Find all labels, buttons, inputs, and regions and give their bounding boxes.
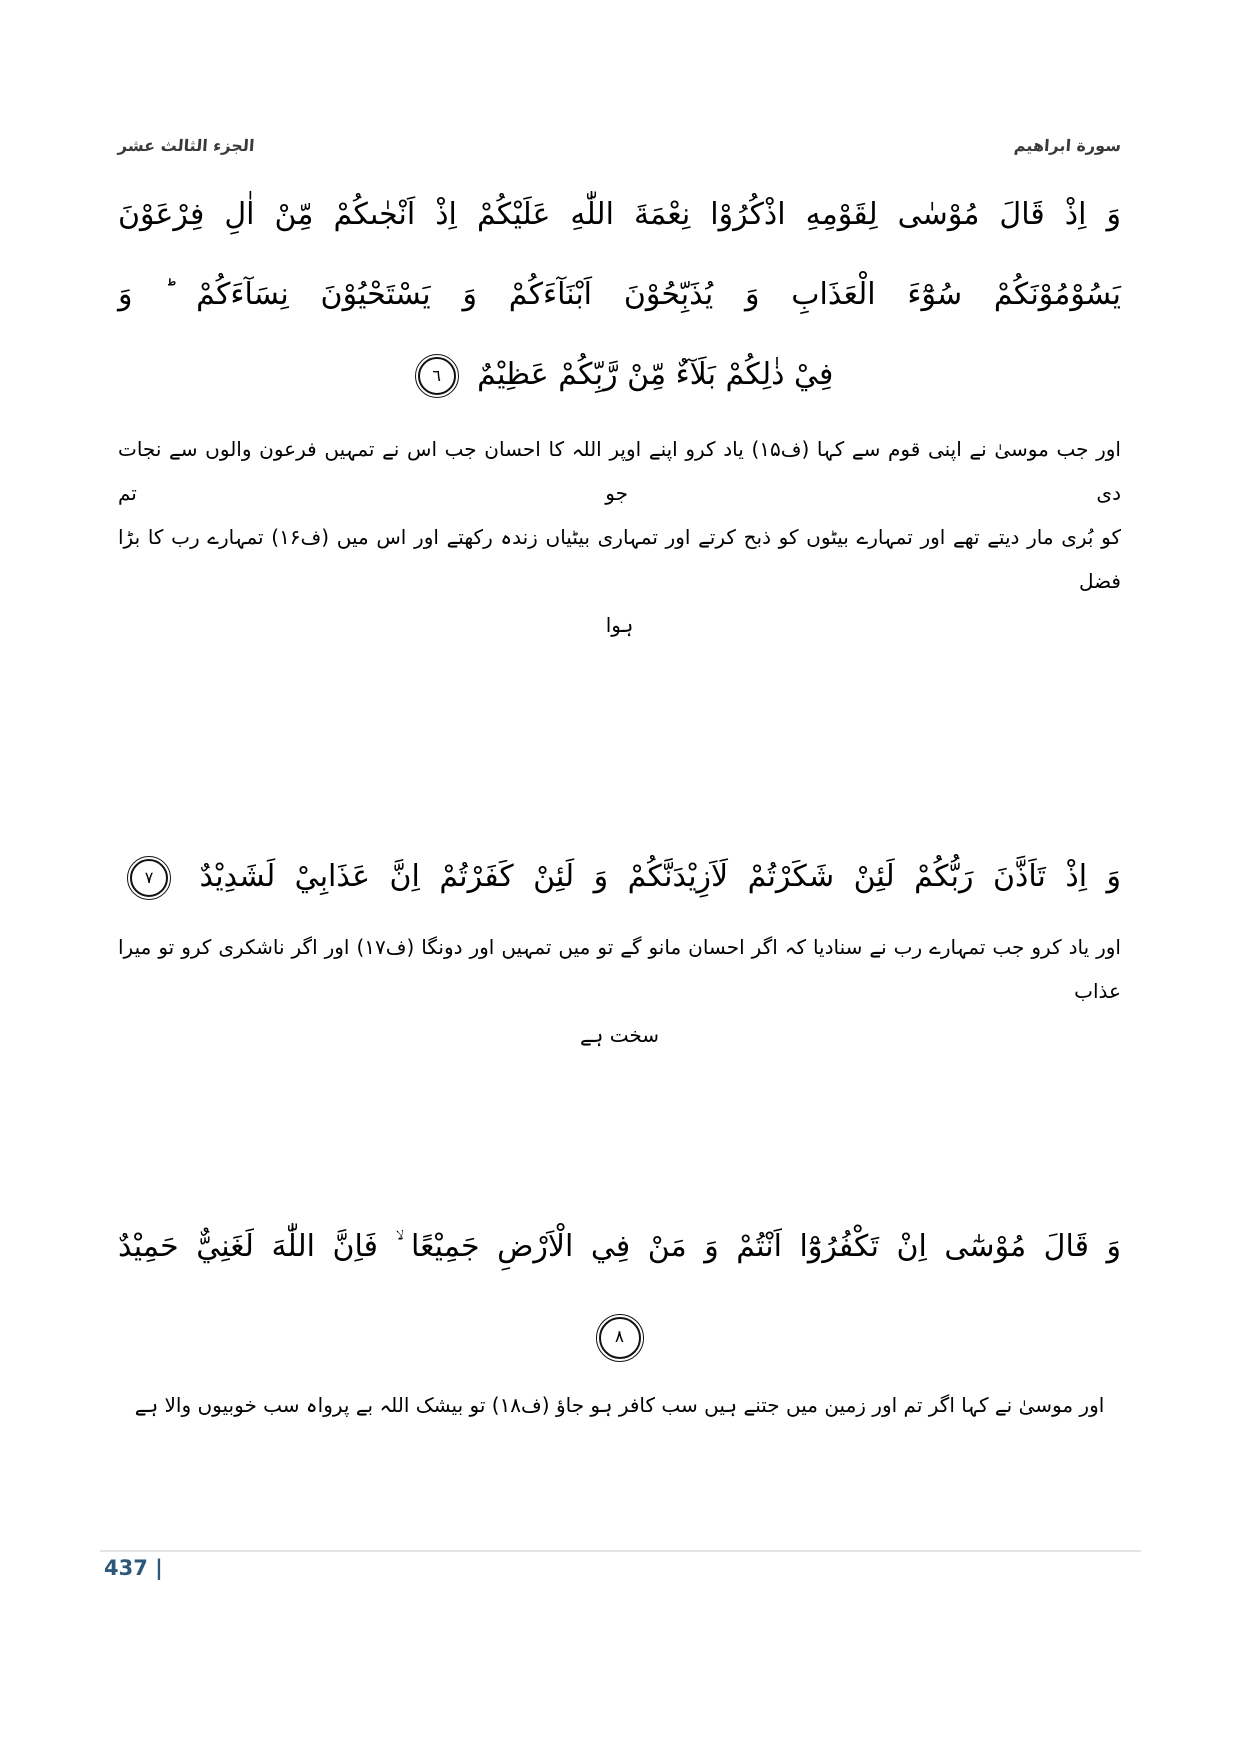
ayah-7-section [118, 837, 1121, 1057]
ayah-7-translation [118, 925, 1121, 1057]
ayah-6-urdu-line-2: کو بُری مار دیتے تھے اور تمہارے بیٹوں کو ذبح کرتے اور تمہاری بیٹیاں زندہ رکھتے اور اس میں (ف۱۶) تمہارے رب کا بڑا فضل [118, 525, 1122, 593]
juz-title: الجزء الثالث عشر [117, 136, 256, 155]
ayah-7-arabic-line-1 [118, 837, 1121, 917]
ayah-8-marker-row [118, 1313, 1121, 1361]
ayah-6-section [118, 175, 1121, 647]
ayah-6-arabic [118, 175, 1121, 415]
ayah-8-translation [118, 1383, 1121, 1427]
ayah-6-end-marker: ٦ [418, 357, 456, 395]
ayah-6-arabic-line-2: يَسُوْمُوْنَكُمْ سُوْٓءَ الْعَذَابِ وَ يُذَبِّحُوْنَ اَبْنَآءَكُمْ وَ يَسْتَحْيُوْنَ نِسَآءَكُمْ ؕ وَ [118, 277, 1121, 312]
ayah-8-arabic [118, 1207, 1121, 1287]
ayah-7-urdu-line-2: سخت ہے [579, 1023, 660, 1047]
ayah-8-section [118, 1207, 1121, 1427]
ayah-7-urdu-line-1: اور یاد کرو جب تمہارے رب نے سنادیا کہ اگر احسان مانو گے تو میں تمہیں اور دونگا (ف۱۷) اور اگر ناشکری کرو تو میرا عذاب [118, 935, 1121, 1003]
ayah-6-arabic-line-1: وَ اِذْ قَالَ مُوْسٰى لِقَوْمِهِ اذْكُرُوْا نِعْمَةَ اللّٰهِ عَلَيْكُمْ اِذْ اَنْجٰىكُمْ مِّنْ اٰلِ فِرْعَوْنَ [118, 197, 1121, 232]
page-header [118, 0, 1121, 155]
ayah-6-translation [118, 427, 1121, 647]
footer-divider [100, 1550, 1141, 1552]
page-number: 437 | [104, 1556, 163, 1580]
ayah-6-arabic-line-3 [118, 335, 1121, 415]
ayah-6-urdu-line-1: اور جب موسیٰ نے اپنی قوم سے کہا (ف۱۵) یاد کرو اپنے اوپر اللہ کا احسان جب اس نے تمہیں فرعون والوں سے نجات دی جو تم [118, 437, 1121, 505]
ayah-8-urdu-line-1: اور موسیٰ نے کہا اگر تم اور زمین میں جتنے ہیں سب کافر ہو جاؤ (ف۱۸) تو بیشک اللہ بے پرواہ سب خوبیوں والا ہے [134, 1393, 1105, 1417]
ayah-6-urdu-line-3: ہوا [605, 613, 634, 637]
ayah-8-end-marker: ٨ [599, 1317, 641, 1359]
page-content [118, 0, 1121, 1427]
ayah-7-end-marker: ٧ [130, 859, 168, 897]
ayah-7-arabic-text: وَ اِذْ تَاَذَّنَ رَبُّكُمْ لَئِنْ شَكَرْتُمْ لَاَزِيْدَنَّكُمْ وَ لَئِنْ كَفَرْتُمْ اِنَّ عَذَابِيْ لَشَدِيْدٌ [199, 859, 1121, 894]
ayah-8-arabic-line-1: وَ قَالَ مُوْسٰٓى اِنْ تَكْفُرُوْٓا اَنْتُمْ وَ مَنْ فِي الْاَرْضِ جَمِيْعًا ۙ فَاِنَّ اللّٰهَ لَغَنِيٌّ حَمِيْدٌ [118, 1229, 1121, 1264]
ayah-7-arabic [118, 837, 1121, 917]
surah-title: سورة ابراهيم [1013, 136, 1122, 155]
ayah-6-arabic-line-3-text: فِيْ ذٰلِكُمْ بَلَآءٌ مِّنْ رَّبِّكُمْ عَظِيْمٌ [477, 357, 834, 392]
